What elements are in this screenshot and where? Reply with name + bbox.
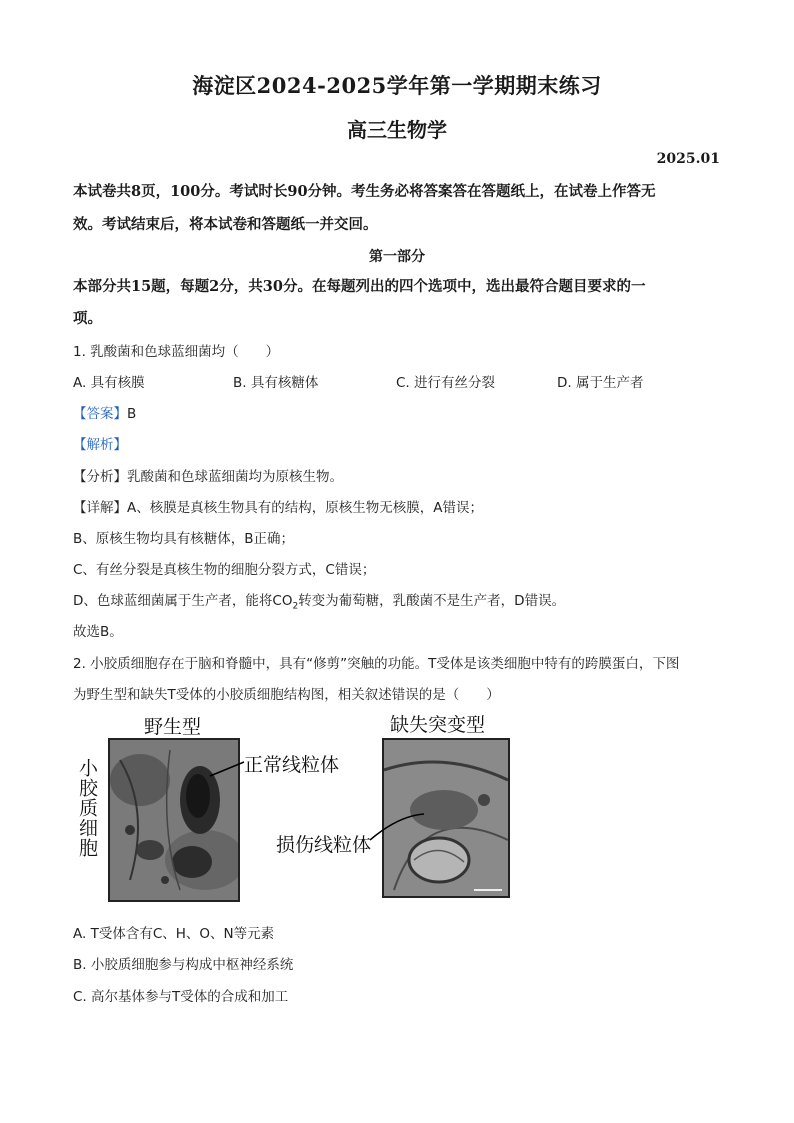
exam-date: 2025.01 <box>656 151 720 167</box>
instructions-line-1: 本试卷共8页，100分。考试时长90分钟。考生务必将答案答在答题纸上，在试卷上作答无 <box>73 183 656 200</box>
q2-option-c: C. 高尔基体参与T受体的合成和加工 <box>73 989 289 1005</box>
answer-value: B <box>127 406 137 422</box>
q1-option-c: C. 进行有丝分裂 <box>396 375 496 391</box>
detail-d-pre: D、色球蓝细菌属于生产者，能将CO <box>73 593 293 609</box>
pointer-damaged <box>368 806 428 846</box>
q2-stem-line-1: 2. 小胶质细胞存在于脑和脊髓中，具有“修剪”突触的功能。T受体是该类细胞中特有的跨膜蛋白，下图 <box>73 656 680 672</box>
q2-option-b: B. 小胶质细胞参与构成中枢神经系统 <box>73 957 294 973</box>
detail-c: C、有丝分裂是真核生物的细胞分裂方式，C错误； <box>73 562 376 578</box>
label-microglia: 小胶质细胞 <box>76 758 98 858</box>
page-title: 海淀区2024-2025学年第一学期期末练习 <box>192 73 602 98</box>
detail-d-post: 转变为葡萄糖，乳酸菌不是生产者，D错误。 <box>298 593 566 609</box>
label-mutant: 缺失突变型 <box>390 714 486 736</box>
pointer-normal <box>208 746 248 786</box>
label-wild-type: 野生型 <box>144 716 202 738</box>
answer-tag: 【答案】 <box>73 406 127 422</box>
q1-option-a: A. 具有核膜 <box>73 375 145 391</box>
q1-answer <box>73 402 136 422</box>
fenxi-tag: 【分析】 <box>73 469 127 485</box>
q1-option-b: B. 具有核糖体 <box>233 375 319 391</box>
q1-option-d: D. 属于生产者 <box>557 375 644 391</box>
q2-stem-line-2: 为野生型和缺失T受体的小胶质细胞结构图，相关叙述错误的是（ ） <box>73 687 500 703</box>
fenxi-text: 乳酸菌和色球蓝细菌均为原核生物。 <box>127 469 343 485</box>
q1-fenxi <box>73 465 343 485</box>
instructions-line-2: 效。考试结束后，将本试卷和答题纸一并交回。 <box>73 216 378 233</box>
detail-d <box>73 589 565 612</box>
section-desc-line-2: 项。 <box>73 310 102 327</box>
section-desc-line-1: 本部分共15题，每题2分，共30分。在每题列出的四个选项中，选出最符合题目要求的一 <box>73 278 646 295</box>
detail-b: B、原核生物均具有核糖体，B正确； <box>73 531 295 547</box>
detail-d-sub: 2 <box>292 601 299 612</box>
detail-a: A、核膜是真核生物具有的结构，原核生物无核膜，A错误； <box>127 500 483 516</box>
q2-figure <box>68 706 508 902</box>
q2-option-a: A. T受体含有C、H、O、N等元素 <box>73 926 275 942</box>
xiangjie-tag: 【详解】 <box>73 500 127 516</box>
label-normal-mitochondria: 正常线粒体 <box>244 754 340 776</box>
section-title: 第一部分 <box>369 249 425 265</box>
page-subtitle: 高三生物学 <box>347 118 447 142</box>
q1-conclusion: 故选B。 <box>73 624 123 640</box>
label-damaged-mitochondria: 损伤线粒体 <box>276 834 372 856</box>
q1-stem: 1. 乳酸菌和色球蓝细菌均（ ） <box>73 344 280 360</box>
analysis-tag: 【解析】 <box>73 437 127 453</box>
q1-xiangjie <box>73 496 483 516</box>
